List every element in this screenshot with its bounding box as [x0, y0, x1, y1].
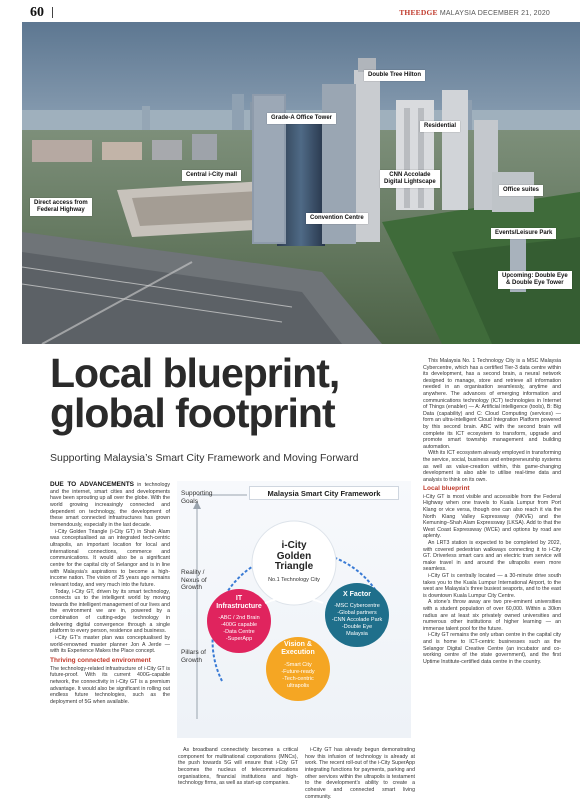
- center-subtitle: No.1 Technology City: [268, 577, 320, 583]
- x-factor-title: X Factor: [342, 591, 371, 598]
- label-reality-nexus: [181, 569, 207, 592]
- headline: [50, 350, 370, 436]
- smart-city-infographic: [177, 481, 411, 738]
- label-direct-access: [30, 198, 92, 216]
- label-upcoming-line1: Upcoming: Double Eye: [502, 273, 568, 279]
- supporting-line1: Supporting: [181, 490, 213, 497]
- list-item: -Future-ready: [281, 669, 315, 675]
- aerial-photo: [22, 22, 580, 344]
- it-infrastructure-list: [209, 615, 269, 643]
- it-title-line2: Infrastructure: [216, 603, 262, 610]
- section-heading: Thriving connected environment: [50, 657, 151, 665]
- article-middle-column: [178, 747, 298, 787]
- list-item: -Data Centre: [223, 629, 255, 635]
- headline-line2: global footprint: [50, 390, 335, 436]
- vision-execution-list: [268, 662, 328, 690]
- pillars-line2: Growth: [181, 656, 202, 664]
- label-upcoming: [498, 271, 572, 289]
- label-cnn-line1: CNN Accolade: [389, 172, 431, 178]
- lead-in: DUE TO ADVANCEMENTS: [50, 481, 134, 488]
- paragraph: With its ICT ecosystem already employed in transforming the service, social, business and entrepreneurship systems as well as value-creation within, this game-changing development is also able to utilise real-time data and analysis to think on its own.: [423, 450, 561, 483]
- paragraph: A stone’s throw away are two pre-eminent universities with a student population of over 60,000. Within a 30km radius are at least six privately owned universities and numerous other institutions of higher learning — an immense talent pool for the future.: [423, 599, 561, 632]
- list-item: ultrapolis: [286, 683, 309, 689]
- paragraph: i-City Golden Triangle (i-City GT) in Shah Alam was conceptualised as an integrated tech-centric ultrapolis, an important location for local and international connections, commerce and communications. It would also be a significant centre for the capital city of Selangor and is in line with Malaysia’s aspirations to become a high-income nation. The vision of 25 years ago remains relevant today, and very much into the future.: [50, 528, 170, 588]
- subheadline: Supporting Malaysia’s Smart City Framework and Moving Forward: [50, 452, 359, 464]
- list-item: -Tech-centric: [282, 676, 314, 682]
- infographic-title: Malaysia Smart City Framework: [249, 486, 399, 500]
- aerial-illustration: [22, 22, 580, 344]
- x-factor-list: [323, 603, 391, 638]
- label-supporting-goals: [181, 490, 212, 505]
- paragraph: i-City GT is most visible and accessible from the Federal Highway when one travels to Kuala Lumpur from Port Klang or vice versa, though one can also reach it via the North Klang Valley Expressway (NKVE) and the Kemuning–Shah Alam Expressway (LKSA). Add to that the West Coast Expressway (WCE) and options by road are aplenty.: [423, 493, 561, 540]
- paragraph: i-City GT is centrally located — a 30-minute drive south takes you to the Kuala Lumpur International Airport, to the west are Malaysia’s three busiest seaports, and to the east is downtown Kuala Lumpur City Centre.: [423, 573, 561, 599]
- label-events-park: Events/Leisure Park: [491, 228, 556, 239]
- list-item: -Global partners: [337, 610, 377, 616]
- list-item: -MSC Cybercentre: [334, 603, 380, 609]
- label-direct-line1: Direct access from: [34, 200, 88, 206]
- paragraph: An LRT3 station is expected to be completed by 2022, with covered pedestrian walkways connecting it to i-City GT. Driverless smart cars and an electric tram service will make travel in and around the ultrapolis even more seamless.: [423, 540, 561, 573]
- label-double-tree: Double Tree Hilton: [364, 70, 425, 81]
- masthead-date: DECEMBER 21, 2020: [477, 10, 550, 17]
- reality-line2: Nexus of: [181, 576, 207, 584]
- center-line2: Golden: [276, 550, 312, 562]
- paragraph: i-City GT has already begun demonstrating how this infusion of technology is already at work. The recent roll-out of the i-City SuperApp integrating functions for payments, parking and other services within the ultrapolis is testament to the development’s ability to create a cohesive and connected smart living community.: [305, 747, 415, 800]
- center-title: [259, 541, 329, 573]
- vision-title-line1: Vision &: [284, 641, 312, 648]
- paragraph: The technology-related infrastructure of i-City GT is future-proof. With its current 400G-capable network, the connectivity in i-City GT is a premium advantage. It would also be significant in rolling out endless future technologies, such as the deployment of 5G when available.: [50, 665, 170, 705]
- vision-title-line2: Execution: [281, 649, 315, 656]
- masthead-brand: THEEDGE: [399, 8, 438, 17]
- list-item: -SuperApp: [225, 636, 253, 642]
- supporting-line2: Goals: [181, 497, 198, 505]
- article-left-column: [50, 482, 170, 706]
- page-header: [0, 0, 580, 22]
- reality-line3: Growth: [181, 584, 202, 591]
- paragraph-body: in technology and the internet, smart cities and developments have been sprouting up all over the globe. With the world growing increasingly connected and dependent on technology, the development of these smart connected infrastructures has grown tremendously, especially in the last decade.: [50, 482, 170, 528]
- list-item: -400G capable: [220, 622, 258, 628]
- label-convention-centre: Convention Centre: [306, 213, 368, 224]
- paragraph: Today, i-City GT, driven by its smart technology, connects us to the intelligent world by moving towards the intelligent management of our lives and the environment we are in, powered by a combination of cutting-edge technology in delivering digital convergence through a single platform to every person, residence and business.: [50, 588, 170, 635]
- headline-line1: Local blueprint,: [50, 350, 340, 396]
- section-heading: Local blueprint: [423, 485, 470, 493]
- list-item: Malaysia: [346, 631, 368, 637]
- list-item: -CNN Accolade Park: [331, 617, 383, 623]
- label-residential: Residential: [420, 121, 460, 132]
- paragraph: i-City GT remains the only urban centre in the capital city and is home to ICT-centric businesses such as the Selangor Digital Creative Centre (an incubator and co-working centre of the state government), and the first Uptime Institute-certified data centre in the country.: [423, 632, 561, 665]
- label-pillars-of-growth: [181, 649, 206, 664]
- pillars-line1: Pillars of: [181, 649, 206, 656]
- label-grade-a-office: Grade-A Office Tower: [267, 113, 336, 124]
- label-cnn-line2: Digital Lightscape: [384, 178, 436, 185]
- paragraph: i-City GT’s master plan was conceptualised by world-renowned master planner Jon A Jerde — with its Experience Makes the Place concept.: [50, 635, 170, 655]
- reality-line1: Reality /: [181, 569, 205, 576]
- label-cnn-accolade: [380, 170, 440, 188]
- masthead-publication: MALAYSIA: [439, 10, 476, 17]
- list-item: -Double Eye: [341, 624, 373, 630]
- label-central-mall: Central i-City mall: [182, 170, 241, 181]
- article-middle-column-2: [305, 747, 415, 800]
- label-office-suites: Office suites: [499, 185, 543, 196]
- center-line1: i-City: [281, 540, 307, 551]
- header-divider: [52, 7, 53, 18]
- paragraph: [50, 482, 170, 529]
- article-right-column: [423, 358, 561, 665]
- list-item: -ABC / 2nd Brain: [218, 615, 260, 621]
- label-upcoming-line2: & Double Eye Tower: [506, 279, 564, 286]
- it-title-line1: IT: [235, 595, 243, 602]
- page-number: 60: [30, 5, 44, 20]
- vision-execution-title: [268, 641, 328, 657]
- paragraph: This Malaysia No. 1 Technology City is a MSC Malaysia Cybercentre, which has a certified Tier-3 data centre within its development, has a second brain, a neural network designed to manage, store and retrieve all information needed in an organisation seamlessly, anytime and anywhere. The advances of emerging information and communications technology (ICT) technologies in Internet of Things (enabler) — A: Artificial intelligence (tools), B: Big Data (capability) and C: Cloud Computing (services) — form an ultra-intelligent Cloud Integration Platform powered by this second brain. ABC with the second brain will complete its ICT ecosystem to transform, upgrade and promote smart township management and building automation.: [423, 358, 561, 450]
- paragraph: As broadband connectivity becomes a critical component for multinational corporations (MNCs), the push towards 5G will ensure that i-City GT becomes the nucleus of telecommunications organisations, financial institutions and high-technology firms, as well as start-up companies.: [178, 747, 298, 787]
- list-item: -Smart City: [284, 662, 312, 668]
- label-direct-line2: Federal Highway: [37, 206, 85, 213]
- masthead: [399, 8, 550, 17]
- center-line3: Triangle: [274, 561, 314, 572]
- it-infrastructure-title: [209, 595, 269, 611]
